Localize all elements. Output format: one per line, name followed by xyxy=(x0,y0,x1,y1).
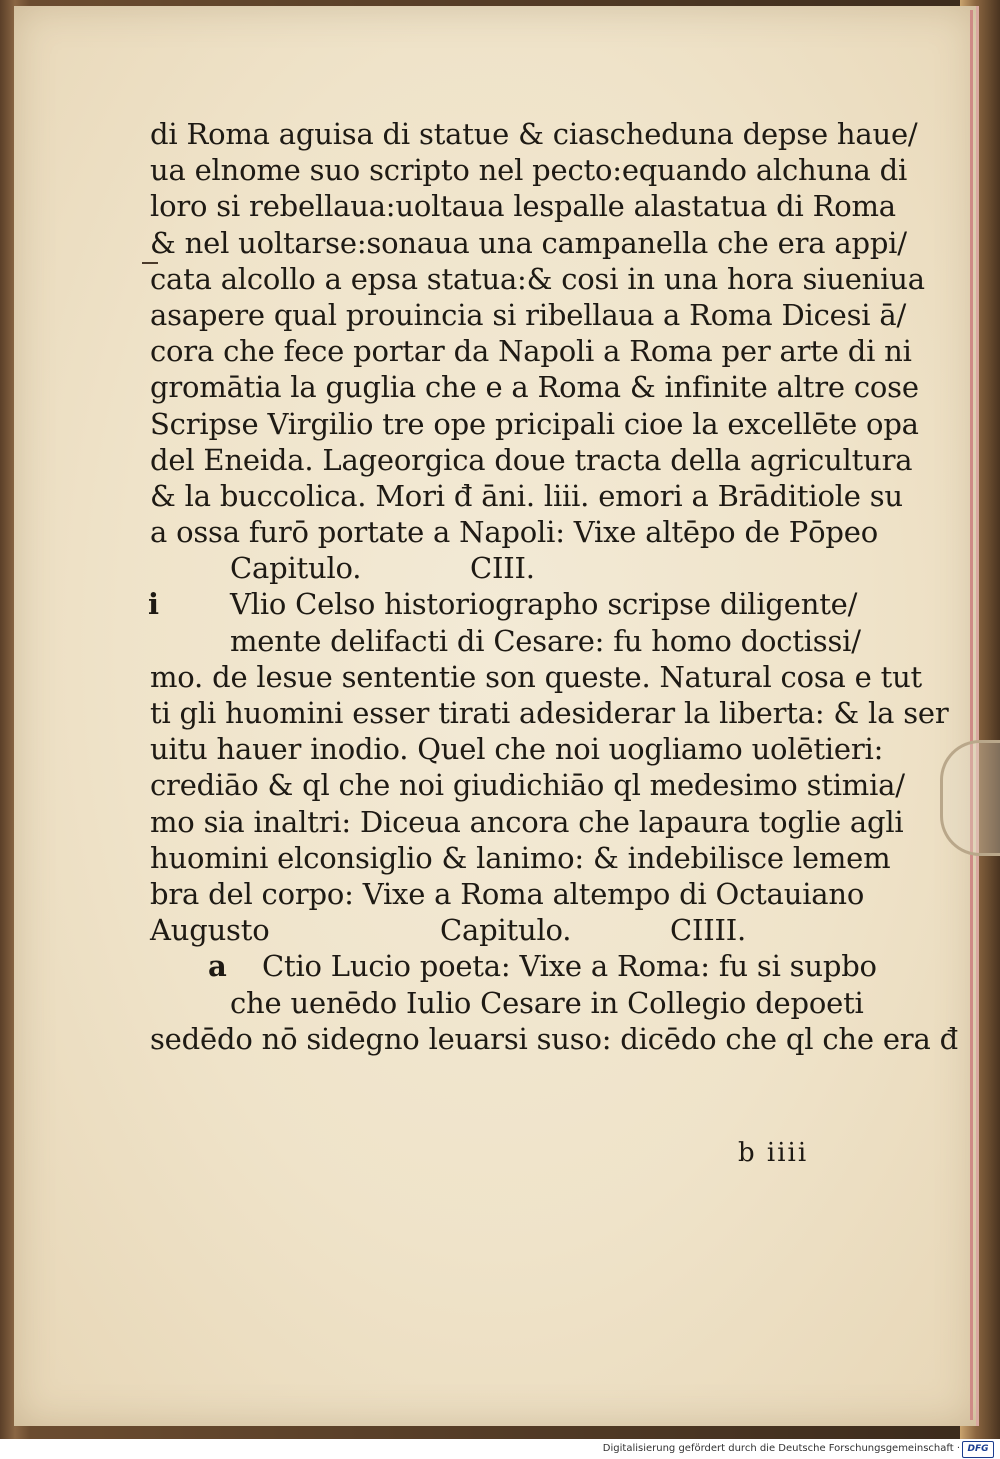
chapter-number: CIII. xyxy=(470,551,535,586)
text-line-content: Ctio Lucio poeta: Vixe a Roma: fu si supbo xyxy=(262,949,877,984)
chapter-heading-ciiii xyxy=(150,912,830,948)
text-line: di Roma aguisa di statue & ciascheduna depse haue/ xyxy=(150,117,918,151)
text-line: ua elnome suo scripto nel pecto:equando alchuna di xyxy=(150,153,908,188)
chapter-label: Capitulo. xyxy=(230,551,362,586)
text-line: cora che fece portar da Napoli a Roma per arte di ni xyxy=(150,334,912,369)
text-line xyxy=(148,586,858,622)
text-line: Scripse Virgilio tre ope pricipali cioe la excellēte opa xyxy=(150,406,919,441)
text-line: bra del corpo: Vixe a Roma altempo di Octauiano xyxy=(150,876,865,911)
text-line: ti gli huomini esser tirati adesiderar la liberta: & la ser xyxy=(150,696,949,730)
text-line: mente delifacti di Cesare: fu homo doctissi/ xyxy=(230,623,861,658)
text-line: del Eneida. Lageorgica doue tracta della agricultura xyxy=(150,442,913,477)
text-line: cata alcollo a epsa statua:& cosi in una hora siueniua xyxy=(150,261,925,296)
text-line: mo sia inaltri: Diceua ancora che lapaura toglie agli xyxy=(150,804,904,839)
footer-credit: Digitalisierung gefördert durch die Deutsche Forschungsgemeinschaft · xyxy=(602,1443,960,1454)
text-line: uitu hauer inodio. Quel che noi uogliamo uolētieri: xyxy=(150,732,884,767)
guide-letter: i xyxy=(148,587,159,622)
printed-text xyxy=(148,116,958,1057)
guide-letter: a xyxy=(208,949,227,984)
chapter-heading-ciii xyxy=(150,550,830,586)
chapter-number: CIIII. xyxy=(670,913,747,948)
text-line: loro si rebellaua:uoltaua lespalle alastatua di Roma xyxy=(150,189,896,224)
text-line: mo. de lesue sententie son queste. Natural cosa e tut xyxy=(150,659,923,694)
text-line: a ossa furō portate a Napoli: Vixe altēpo de Pōpeo xyxy=(150,515,878,550)
text-line: & nel uoltarse:sonaua una campanella che era appi/ xyxy=(150,225,907,260)
text-line: che uenēdo Iulio Cesare in Collegio depoeti xyxy=(230,985,864,1020)
dfg-logo: DFG xyxy=(962,1441,994,1458)
book-clasp xyxy=(940,740,1000,856)
text-line: sedēdo nō sidegno leuarsi suso: dicēdo che ql che era đ xyxy=(150,1021,958,1056)
page-red-edge xyxy=(970,10,973,1420)
text-line: huomini elconsiglio & lanimo: & indebilisce lemem xyxy=(150,840,891,875)
text-line: gromātia la guglia che e a Roma & infinite altre cose xyxy=(150,370,919,405)
text-line xyxy=(150,948,877,984)
text-line: asapere qual prouincia si ribellaua a Roma Dicesi ā/ xyxy=(150,297,907,332)
text-line: & la buccolica. Mori đ āni. liii. emori a Brāditiole su xyxy=(150,478,903,513)
chapter-label: Capitulo. xyxy=(440,913,572,948)
signature-mark: b iiii xyxy=(738,1138,809,1168)
chapter-pre-word: Augusto xyxy=(150,913,270,948)
text-line: crediāo & ql che noi giudichiāo ql medesimo stimia/ xyxy=(150,768,905,803)
text-line-content: Vlio Celso historiographo scripse diligente/ xyxy=(230,587,858,622)
